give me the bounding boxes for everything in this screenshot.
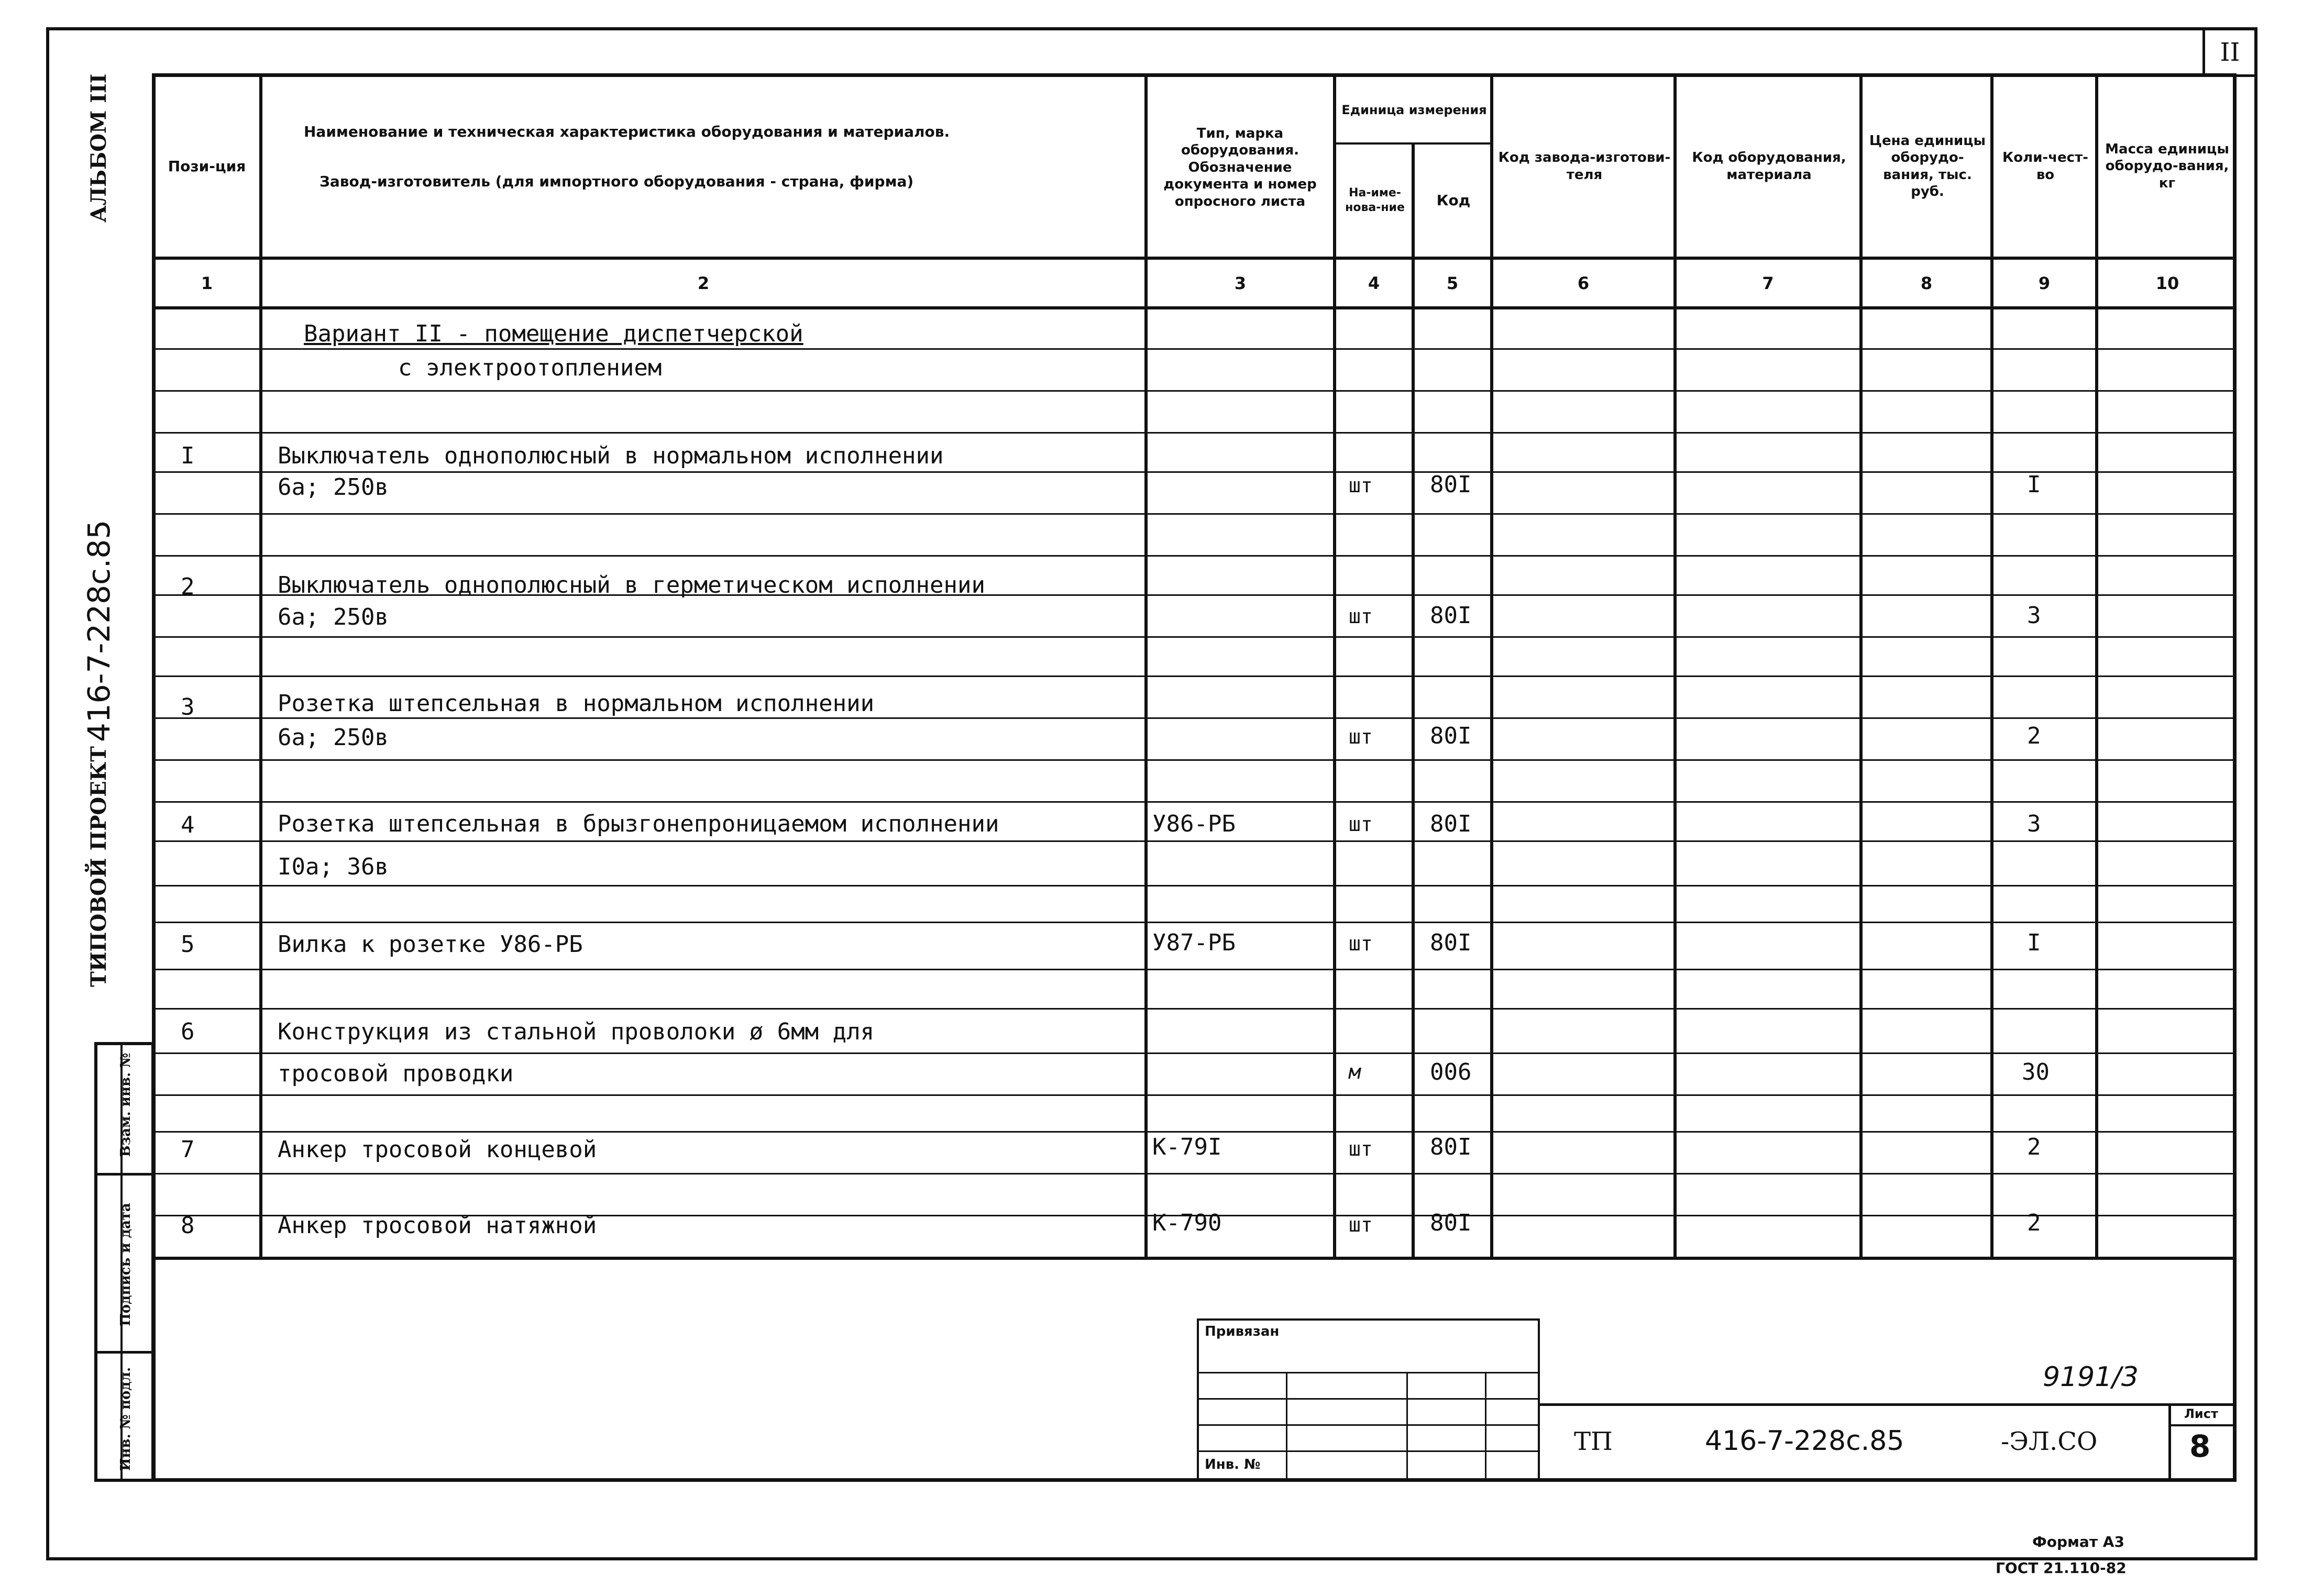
row-line (152, 555, 2237, 557)
side-inv-podl-label: Инв. № подл. (118, 1367, 134, 1471)
row-line (152, 390, 2237, 392)
row-position: 7 (181, 1136, 195, 1163)
stamp-sheet-label: Лист (2184, 1406, 2218, 1421)
row-qty: 2 (2027, 723, 2041, 749)
album-label: АЛЬБОМ III (86, 73, 111, 223)
stamp-top-line (1540, 1403, 2237, 1406)
row-unit: шт (1349, 813, 1373, 836)
row-line (152, 969, 2237, 970)
col-number: 6 (1577, 273, 1590, 293)
section-subtitle: с электроотоплением (398, 354, 662, 381)
binding-line (1197, 1450, 1540, 1452)
col-line (1333, 73, 1336, 1259)
row-position: 3 (181, 694, 195, 721)
binding-line (1197, 1424, 1540, 1426)
row-line (152, 922, 2237, 923)
row-qty: I (2027, 929, 2041, 956)
col-line (1673, 73, 1677, 1259)
side-inv-label: Взам. инв. № (118, 1052, 134, 1157)
row-type: К-790 (1152, 1210, 1222, 1236)
row-spec: 6а; 250в (278, 474, 389, 501)
row-line (152, 1173, 2237, 1174)
col-number: 3 (1234, 273, 1247, 293)
col-number: 7 (1762, 273, 1774, 293)
row-line (152, 717, 2237, 719)
row-name: Вилка к розетке У86-РБ (278, 931, 583, 958)
row-spec: I0а; 36в (278, 854, 389, 880)
row-unit: шт (1349, 605, 1373, 628)
row-code: 80I (1430, 602, 1472, 629)
sheet-corner-label: II (2220, 37, 2240, 67)
row-spec: 6а; 250в (278, 604, 389, 630)
row-line (152, 636, 2237, 638)
col-number: 1 (201, 273, 213, 293)
col-number: 10 (2155, 273, 2179, 293)
colnum-bottom-line (152, 306, 2237, 309)
header-type: Тип, марка оборудования. Обозначение документа и номер опросного листа (1163, 125, 1317, 209)
col-number: 4 (1368, 273, 1380, 293)
row-name: Розетка штепсельная в брызгонепроницаемом исполнении (278, 811, 999, 837)
row-code: 80I (1430, 811, 1472, 837)
header-price: Цена единицы оборудо-вания, тыс. руб. (1869, 132, 1986, 199)
header-name-line2: Завод-изготовитель (для импортного оборудования - страна, фирма) (320, 173, 914, 190)
row-position: 2 (181, 573, 195, 600)
col-line (1144, 73, 1148, 1259)
binding-line (1197, 1398, 1540, 1400)
binding-col (1406, 1372, 1408, 1481)
row-name: Анкер тросовой натяжной (278, 1212, 597, 1239)
row-unit: м (1349, 1060, 1361, 1083)
project-type-label: ТИПОВОЙ ПРОЕКТ (86, 746, 111, 987)
stamp-doc-code: 416-7-228с.85 (1705, 1425, 1904, 1457)
row-code: 80I (1430, 929, 1472, 956)
archive-number: 9191/3 (2043, 1361, 2139, 1393)
row-line (152, 513, 2237, 515)
row-position: 5 (181, 931, 195, 958)
row-spec: 6а; 250в (278, 724, 389, 751)
binding-line (1197, 1372, 1540, 1373)
row-line (152, 885, 2237, 886)
row-line (152, 432, 2237, 434)
col-line (1412, 142, 1415, 1259)
row-name: Розетка штепсельная в нормальном исполнении (278, 690, 875, 717)
binding-label: Привязан (1205, 1324, 1280, 1339)
row-position: 8 (181, 1212, 195, 1239)
header-position: Пози-ция (168, 158, 246, 175)
header-qty: Коли-чест-во (2002, 150, 2088, 183)
col-line (259, 73, 262, 1259)
row-qty: I (2027, 471, 2041, 498)
row-line (152, 1052, 2237, 1054)
row-line (152, 759, 2237, 761)
side-strip-divider (94, 1351, 155, 1354)
col-number: 9 (2038, 273, 2051, 293)
row-qty: 3 (2027, 602, 2041, 629)
row-qty: 2 (2027, 1134, 2041, 1160)
row-unit: шт (1349, 1213, 1373, 1236)
stamp-sheet-label-line (2168, 1424, 2237, 1426)
row-line (152, 840, 2237, 842)
header-unit: Единица измерения (1341, 103, 1487, 117)
row-code: 80I (1430, 1210, 1472, 1236)
side-sign-label: Подпись и дата (118, 1203, 134, 1326)
row-name: Конструкция из стальной проволоки ø 6мм для (278, 1018, 875, 1045)
row-position: 6 (181, 1018, 195, 1045)
binding-col (1286, 1372, 1287, 1481)
row-position: 4 (181, 812, 195, 838)
stamp-sheet-number: 8 (2189, 1428, 2211, 1464)
row-type: К-79I (1152, 1134, 1222, 1160)
binding-col (1485, 1372, 1486, 1481)
row-spec: тросовой проводки (278, 1060, 514, 1087)
row-position: I (181, 442, 195, 469)
col-line (1990, 73, 1993, 1259)
table-bottom-line (152, 1257, 2237, 1260)
row-line (152, 1094, 2237, 1096)
row-qty: 3 (2027, 811, 2041, 837)
col-line (1490, 73, 1493, 1259)
row-code: 80I (1430, 471, 1472, 498)
stamp-tp: ТП (1574, 1427, 1613, 1456)
col-line (2095, 73, 2098, 1259)
row-qty: 2 (2027, 1210, 2041, 1236)
header-maker-code: Код завода-изготови-теля (1498, 150, 1671, 183)
row-name: Выключатель однополюсный в герметическом исполнении (278, 572, 986, 598)
row-name: Выключатель однополюсный в нормальном исполнении (278, 442, 944, 469)
row-unit: шт (1349, 474, 1373, 497)
row-type: У87-РБ (1152, 929, 1236, 956)
row-qty: 30 (2022, 1059, 2050, 1085)
side-code-label: 416-7-228с.85 (81, 519, 117, 742)
side-strip-divider (94, 1173, 155, 1176)
row-line (152, 801, 2237, 803)
header-unit-code: Код (1436, 192, 1471, 209)
header-name-line1: Наименование и техническая характеристика оборудования и материалов. (304, 123, 950, 140)
header-equip-code: Код оборудования, материала (1692, 150, 1846, 183)
row-unit: шт (1349, 932, 1373, 955)
section-title: Вариант II - помещение диспетчерской (304, 320, 803, 347)
row-line (152, 1131, 2237, 1133)
row-code: 006 (1430, 1059, 1472, 1085)
col-number: 2 (697, 273, 710, 293)
row-name: Анкер тросовой концевой (278, 1136, 597, 1163)
col-number: 8 (1920, 273, 1933, 293)
row-line (152, 471, 2237, 473)
col-number: 5 (1446, 273, 1459, 293)
col-line (1859, 73, 1863, 1259)
row-line (152, 1008, 2237, 1010)
row-type: У86-РБ (1152, 811, 1236, 837)
row-line (152, 348, 2237, 350)
row-code: 80I (1430, 723, 1472, 749)
binding-inv-label: Инв. № (1205, 1457, 1261, 1472)
header-unit-name: На-име-нова-ние (1345, 186, 1405, 214)
row-unit: шт (1349, 1137, 1373, 1160)
format-label: Формат А3 (2032, 1533, 2124, 1550)
stamp-sheet-divider (2168, 1403, 2171, 1482)
row-code: 80I (1430, 1134, 1472, 1160)
gost-label: ГОСТ 21.110-82 (1996, 1559, 2127, 1577)
table-top-line (152, 73, 2237, 77)
row-unit: шт (1349, 725, 1373, 748)
header-mass: Масса единицы оборудо-вания, кг (2105, 141, 2229, 191)
row-line (152, 675, 2237, 677)
stamp-doc-suffix: -ЭЛ.СО (2001, 1427, 2098, 1456)
